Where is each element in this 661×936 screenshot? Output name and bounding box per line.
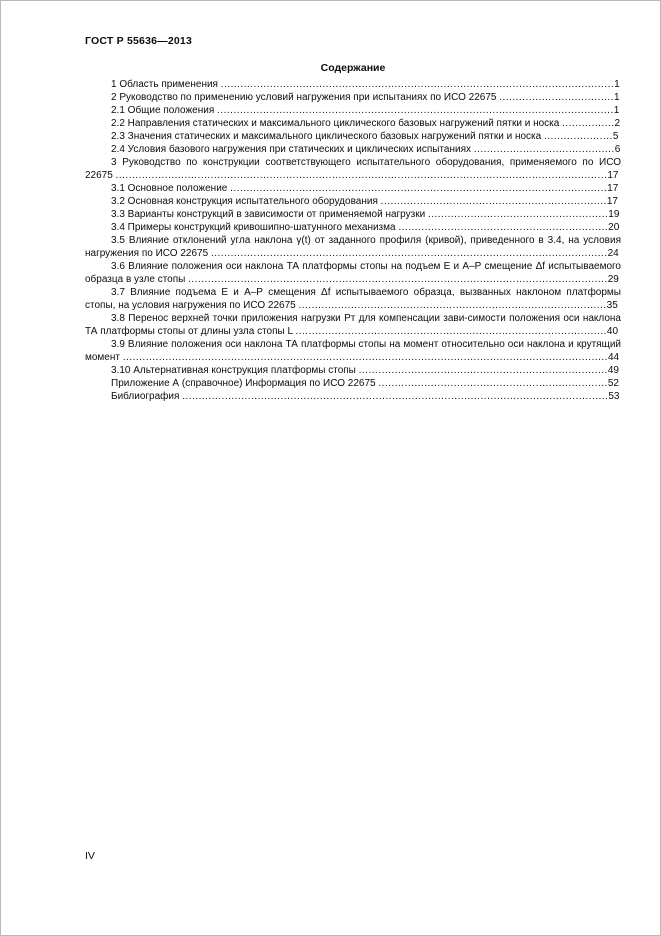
toc-leader-dots: .................................................................................................................................................... bbox=[122, 352, 608, 363]
toc-entry bbox=[85, 130, 621, 143]
toc-entry-text: 3.2 Основная конструкция испытательного оборудования bbox=[111, 196, 381, 207]
toc-page-number: 49 bbox=[607, 365, 619, 376]
toc-leader-dots: ................................................................................................................... bbox=[230, 183, 608, 194]
toc-page-number: 1 bbox=[613, 92, 620, 103]
toc-leader-dots: .............................................................................................. bbox=[298, 300, 607, 311]
toc-page-number: 53 bbox=[608, 391, 620, 402]
toc-leader-dots: ..................................................................... bbox=[380, 196, 607, 207]
toc-entry-text: 3.9 Влияние положения оси наклона ТА платформы стопы на момент относительно оси наклона и крутящий момент bbox=[85, 339, 621, 363]
toc-entry-text: 2 Руководство по применению условий нагружения при испытаниях по ИСО 22675 bbox=[111, 92, 500, 103]
toc-entry bbox=[85, 195, 621, 208]
toc-leader-dots: ................................................................................................................................ bbox=[188, 274, 608, 285]
toc-entry-text: 2.4 Условия базового нагружения при статических и циклических испытаниях bbox=[111, 144, 474, 155]
toc-page-number: 17 bbox=[606, 196, 618, 207]
toc-page-number: 35 bbox=[606, 300, 618, 311]
toc-entry bbox=[85, 182, 621, 195]
toc-entry bbox=[85, 286, 621, 312]
toc-entry-text: 3.4 Примеры конструкций кривошипно-шатунного механизма bbox=[111, 222, 399, 233]
toc-leader-dots: ...................................................................... bbox=[378, 378, 608, 389]
toc-leader-dots: ................................... bbox=[499, 92, 614, 103]
toc-entry-text: 3.6 Влияние положения оси наклона ТА платформы стопы на подъем Е и А–Р смещение Δf испытываемого образца в узле стопы bbox=[85, 261, 621, 285]
toc-entry-text: 3.1 Основное положение bbox=[111, 183, 231, 194]
toc-entry bbox=[85, 260, 621, 286]
toc-leader-dots: .................................................................................................................................. bbox=[182, 391, 609, 402]
toc-page-number: 20 bbox=[608, 222, 620, 233]
toc-page-number: 2 bbox=[614, 118, 621, 129]
toc-entry bbox=[85, 104, 621, 117]
toc-entry-text: 2.1 Общие положения bbox=[111, 105, 218, 116]
toc-entry bbox=[85, 312, 621, 338]
toc-page-number: 1 bbox=[614, 79, 620, 90]
toc-entry-text: 3.7 Влияние подъема Е и А–Р смещения Δf испытываемого образца, вызванных наклоном платформы стопы, на условия нагружения по ИСО 22675 bbox=[85, 287, 621, 311]
toc-page-number: 17 bbox=[607, 183, 619, 194]
toc-page-number: 29 bbox=[607, 274, 619, 285]
toc-entry bbox=[85, 117, 621, 130]
toc-entry-text: 3 Руководство по конструкции соответствующего испытательного оборудования, применяемого по ИСО 22675 bbox=[85, 157, 621, 181]
toc-leader-dots: ..................... bbox=[543, 131, 613, 142]
toc-entry-text: 3.5 Влияние отклонений угла наклона γ(t) от заданного профиля (кривой), приведенного в 3.4, на условия нагружения по ИСО 22675 bbox=[85, 235, 621, 259]
toc-entry bbox=[85, 156, 621, 182]
toc-entry bbox=[85, 91, 621, 104]
toc-page-number: 6 bbox=[614, 144, 621, 155]
toc-entry bbox=[85, 377, 621, 390]
toc-entry bbox=[85, 143, 621, 156]
toc-page-number: 19 bbox=[608, 209, 620, 220]
toc-entry bbox=[85, 390, 621, 403]
toc-leader-dots: ....................................................... bbox=[427, 209, 609, 220]
toc-leader-dots: ......................................................................................................................... bbox=[217, 105, 614, 116]
toc-entry-text: 2.3 Значения статических и максимального циклического базовых нагружений пятки и носка bbox=[111, 131, 544, 142]
toc-entry-text: Библиография bbox=[111, 391, 183, 402]
toc-entry bbox=[85, 234, 621, 260]
toc-entry-text: 3.8 Перенос верхней точки приложения нагрузки Pт для компенсации зави-симости положения оси наклона ТА платформы стопы от длины узла стопы L bbox=[85, 313, 621, 337]
toc-entry bbox=[85, 338, 621, 364]
toc-entry-text: Приложение А (справочное) Информация по ИСО 22675 bbox=[111, 378, 379, 389]
toc-entry bbox=[85, 208, 621, 221]
page-number: IV bbox=[85, 850, 95, 862]
toc-page-number: 5 bbox=[612, 131, 619, 142]
toc-entry bbox=[85, 78, 621, 91]
toc-leader-dots: ................ bbox=[562, 118, 615, 129]
toc-entry bbox=[85, 221, 621, 234]
toc-page-number: 1 bbox=[613, 105, 620, 116]
toc-entry bbox=[85, 364, 621, 377]
toc-leader-dots: ...................................................................................................................................................... bbox=[115, 170, 608, 181]
toc-leader-dots: ................................................................ bbox=[398, 222, 609, 233]
document-number: ГОСТ Р 55636—2013 bbox=[85, 35, 193, 47]
toc-leader-dots: ........................................................................................................................ bbox=[220, 79, 615, 90]
toc-leader-dots: ......................................................................................................................... bbox=[210, 248, 608, 259]
toc-title: Содержание bbox=[320, 62, 386, 74]
toc-entry-text: 3.3 Варианты конструкций в зависимости от применяемой нагрузки bbox=[111, 209, 428, 220]
toc-entry-text: 1 Область применения bbox=[111, 79, 221, 90]
toc-entry-text: 2.2 Направления статических и максимального циклического базовых нагружений пятки и носка bbox=[111, 118, 563, 129]
toc-page-number: 52 bbox=[607, 378, 619, 389]
toc-leader-dots: ............................................................................ bbox=[358, 365, 608, 376]
toc-page-number: 17 bbox=[607, 170, 619, 181]
toc-entry-text: 3.10 Альтернативная конструкция платформы стопы bbox=[111, 365, 359, 376]
toc-page-number: 40 bbox=[606, 326, 619, 337]
toc-list bbox=[85, 78, 621, 403]
toc-page-number: 44 bbox=[607, 352, 620, 363]
toc-leader-dots: ........................................... bbox=[473, 144, 615, 155]
toc-page-number: 24 bbox=[607, 248, 619, 259]
toc-leader-dots: ............................................................................................... bbox=[295, 326, 607, 337]
